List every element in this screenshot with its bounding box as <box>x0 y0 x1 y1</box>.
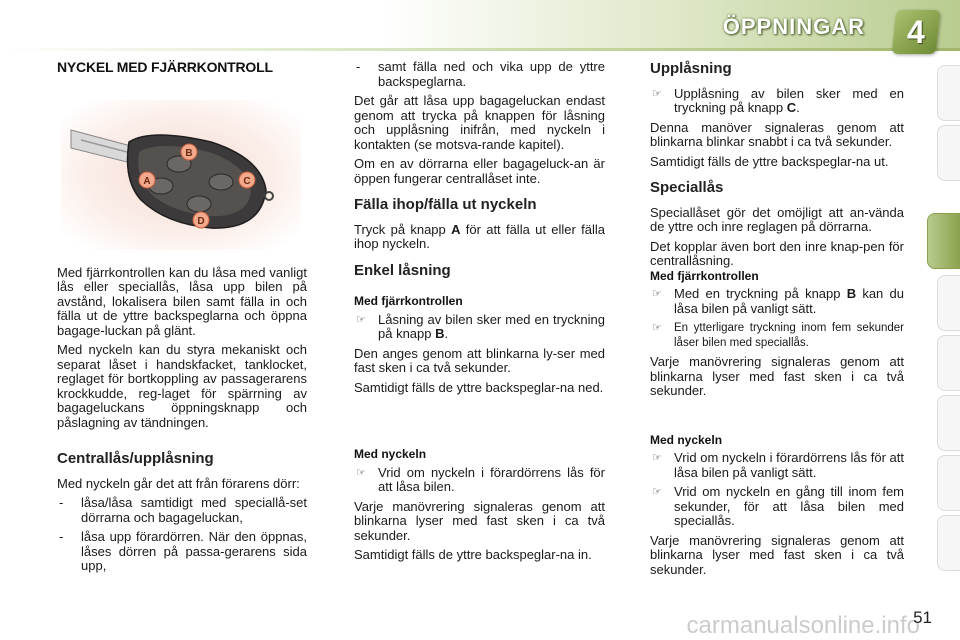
bullet-item: ☞ Upplåsning av bilen sker med en tryckning på knapp C. <box>652 85 904 115</box>
bullet-item: ☞ Vrid om nyckeln i förardörrens lås för att låsa bilen. <box>356 464 605 494</box>
chapter-title: ÖPPNINGAR <box>722 14 865 39</box>
hand-pointer-icon: ☞ <box>652 288 662 300</box>
side-tab[interactable] <box>937 335 960 391</box>
paragraph: Samtidigt fälls de yttre backspeglar-na ut. <box>650 153 889 169</box>
key-label-d: D <box>197 215 205 227</box>
subheading-key: Med nyckeln <box>354 447 427 461</box>
paragraph: Det går att låsa upp bagageluckan endast genom att trycka på knappen för låsning och upplåsning inifrån, med nyckeln i kontakten (se motsva-rande kapitel). <box>354 93 605 152</box>
bullet-item: ☞ Låsning av bilen sker med en tryckning på knapp B. <box>356 311 605 341</box>
paragraph: Varje manövrering signaleras genom att blinkarna lyser med fast sken i ca två sekunder. <box>650 354 904 398</box>
side-tab-active[interactable] <box>927 213 960 269</box>
column-2 <box>354 60 605 568</box>
bullet-item: ☞ Med en tryckning på knapp B kan du låsa bilen på vanligt sätt. <box>652 286 904 316</box>
paragraph: Den anges genom att blinkarna ly-ser med fast sken i ca två sekunder. <box>354 345 605 375</box>
hand-pointer-icon: ☞ <box>652 87 662 100</box>
paragraph: Om en av dörrarna eller bagageluck-an är öppen fungerar centrallåset inte. <box>354 156 605 186</box>
dash-item: - låsa/låsa samtidigt med speciallå-set dörrarna och bagageluckan, <box>59 495 307 525</box>
paragraph: Med nyckeln kan du styra mekaniskt och separat låset i handskfacket, tanklocket, reglaget för bortkoppling av passagerarens krockkudde, reg-laget för spärrning av bagageluckans öppningsknapp och påslagning av tändningen. <box>57 342 307 430</box>
paragraph: Denna manöver signaleras genom att blinkarna blinkar snabbt i ca två sekunder. <box>650 119 904 149</box>
side-tab[interactable] <box>937 125 960 181</box>
hand-pointer-icon: ☞ <box>652 322 662 334</box>
paragraph: Varje manövrering signaleras genom att blinkarna lyser med fast sken i ca två sekunder. <box>354 498 605 543</box>
subheading-key: Med nyckeln <box>650 432 723 447</box>
page-number: 51 <box>913 608 932 627</box>
paragraph: Speciallåset gör det omöjligt att an-vända de yttre och inre reglagen på dörrarna. <box>650 204 904 234</box>
hand-pointer-icon: ☞ <box>652 452 662 464</box>
side-tab[interactable] <box>937 515 960 571</box>
chapter-number: 4 <box>907 14 925 50</box>
dash-item: - samt fälla ned och vika upp de yttre backspeglarna. <box>356 59 605 89</box>
paragraph: Tryck på knapp A för att fälla ut eller fälla ihop nyckeln. <box>354 221 605 251</box>
section-heading-central-lock: Centrallås/upplåsning <box>57 450 214 467</box>
header-divider <box>0 48 960 51</box>
side-tab[interactable] <box>937 65 960 121</box>
section-heading-simple-lock: Enkel låsning <box>354 261 451 279</box>
side-tabs <box>930 65 960 575</box>
key-ref: A <box>451 221 461 237</box>
bullet-item: ☞ En ytterligare tryckning inom fem sekunder låser bilen med speciallås. <box>652 322 904 349</box>
key-label-a: A <box>143 175 151 187</box>
side-tab[interactable] <box>937 395 960 451</box>
bullet-item: ☞ Vrid om nyckeln en gång till inom fem sekunder, för att låsa bilen med speciallås. <box>652 484 904 528</box>
section-heading-fold: Fälla ihop/fälla ut nyckeln <box>354 196 537 213</box>
watermark: carmanualsonline.info <box>686 612 920 639</box>
dash-item: - låsa upp förardörren. När den öppnas, låses dörren på passa-gerarens sida upp, <box>59 529 307 573</box>
subheading-remote: Med fjärrkontrollen <box>650 268 759 283</box>
section-heading-special-lock: Speciallås <box>650 179 724 196</box>
chapter-badge <box>892 10 941 54</box>
bullet-item: ☞ Vrid om nyckeln i förardörrens lås för att låsa bilen på vanligt sätt. <box>652 450 904 480</box>
paragraph: Det kopplar även bort den inre knap-pen för centrallåsning. <box>650 238 904 268</box>
subheading-remote: Med fjärrkontrollen <box>354 294 463 308</box>
section-heading-key: NYCKEL MED FJÄRRKONTROLL <box>57 59 273 75</box>
key-remote-icon <box>61 100 301 250</box>
key-label-b: B <box>185 147 193 159</box>
hand-pointer-icon: ☞ <box>356 466 366 479</box>
paragraph: Samtidigt fälls de yttre backspeglar-na ned. <box>354 379 604 395</box>
paragraph: Varje manövrering signaleras genom att blinkarna lyser med fast sken i ca två sekunder. <box>650 532 904 577</box>
hand-pointer-icon: ☞ <box>652 486 662 498</box>
key-remote-illustration <box>61 100 301 250</box>
column-3 <box>650 60 904 582</box>
key-label-c: C <box>243 175 251 187</box>
column-1 <box>57 60 307 579</box>
side-tab[interactable] <box>937 455 960 511</box>
paragraph: Med fjärrkontrollen kan du låsa med vanligt lås eller speciallås, låsa upp bilen på avstånd, lokalisera bilen samt fälla in och fälla ut de yttre backspeglarna och öppna bagage-luckan på glänt. <box>57 264 307 338</box>
section-heading-unlock: Upplåsning <box>650 60 732 77</box>
side-tab[interactable] <box>937 275 960 331</box>
paragraph: Med nyckeln går det att från förarens dörr: <box>57 475 300 491</box>
paragraph: Samtidigt fälls de yttre backspeglar-na in. <box>354 547 592 562</box>
hand-pointer-icon: ☞ <box>356 313 366 326</box>
